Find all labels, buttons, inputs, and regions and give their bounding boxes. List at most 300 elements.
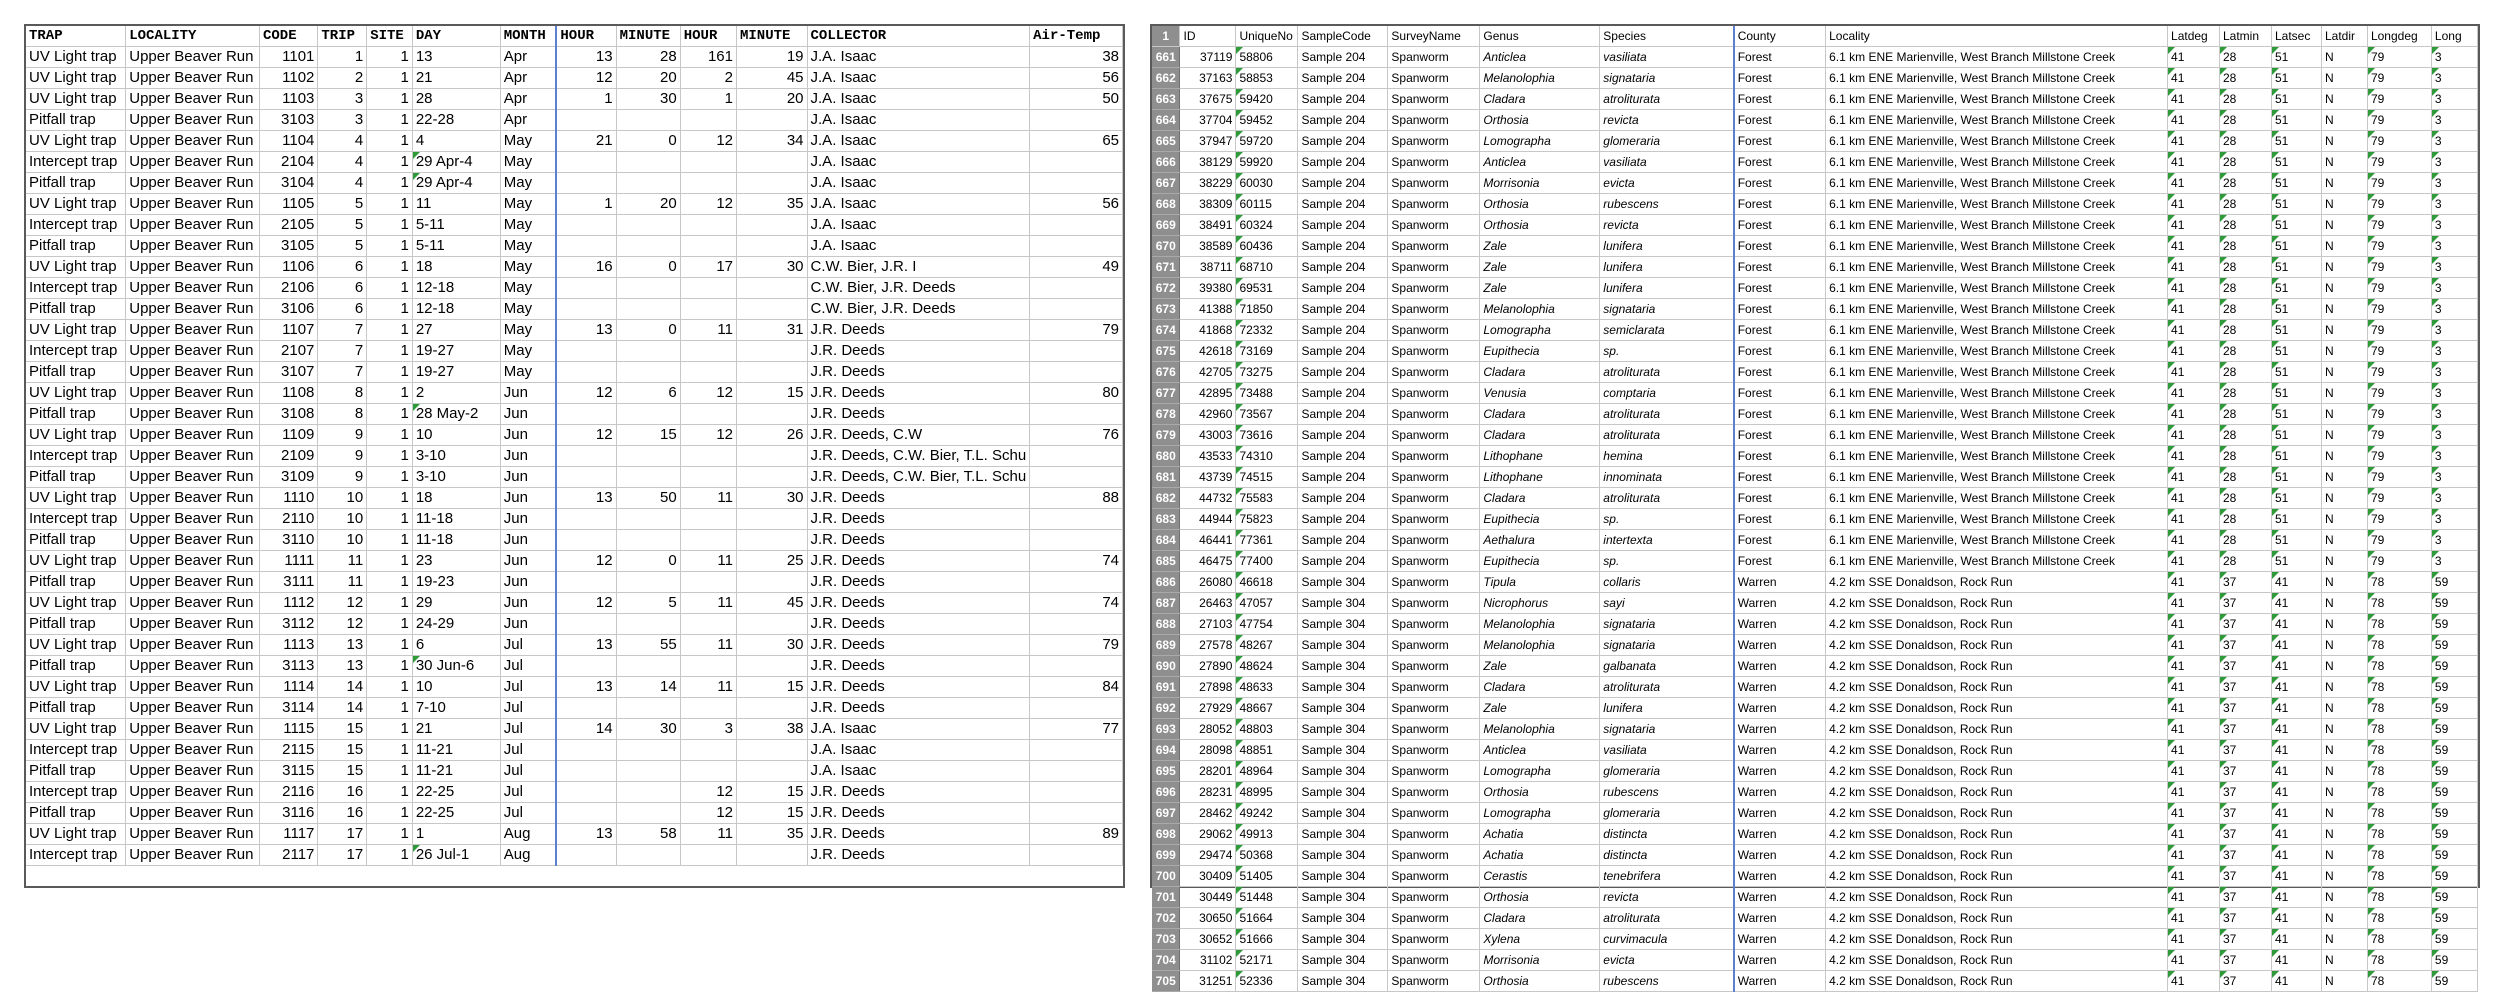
cell[interactable]: 12 (680, 425, 736, 446)
cell[interactable] (680, 362, 736, 383)
cell[interactable] (616, 803, 680, 824)
cell[interactable]: Forest (1734, 446, 1826, 467)
cell[interactable]: 31 (737, 320, 808, 341)
cell[interactable]: Jul (500, 719, 556, 740)
cell[interactable]: 28 (2220, 320, 2272, 341)
cell[interactable]: 41868 (1180, 320, 1236, 341)
column-header[interactable]: COLLECTOR (807, 26, 1030, 47)
cell[interactable]: 78 (2367, 845, 2431, 866)
cell[interactable]: 6.1 km ENE Marienville, West Branch Millstone Creek (1826, 257, 2168, 278)
cell[interactable]: J.A. Isaac (807, 236, 1030, 257)
cell[interactable]: 17 (318, 824, 367, 845)
cell[interactable]: Jun (500, 593, 556, 614)
cell[interactable]: 78 (2367, 572, 2431, 593)
cell[interactable]: 38129 (1180, 152, 1236, 173)
cell[interactable]: 12 (556, 68, 616, 89)
cell[interactable]: 2105 (260, 215, 318, 236)
cell[interactable]: N (2321, 467, 2367, 488)
cell[interactable]: 30 (616, 719, 680, 740)
cell[interactable]: 78 (2367, 593, 2431, 614)
cell[interactable] (1030, 803, 1123, 824)
cell[interactable]: C.W. Bier, J.R. Deeds (807, 299, 1030, 320)
cell[interactable] (556, 761, 616, 782)
cell[interactable]: 41 (2168, 236, 2220, 257)
cell[interactable]: Upper Beaver Run (126, 677, 260, 698)
cell[interactable]: 72332 (1236, 320, 1298, 341)
cell[interactable]: 12 (318, 593, 367, 614)
cell[interactable] (616, 278, 680, 299)
cell[interactable]: 59 (2431, 614, 2477, 635)
cell[interactable]: 79 (2367, 320, 2431, 341)
cell[interactable] (556, 509, 616, 530)
cell[interactable]: 3103 (260, 110, 318, 131)
cell[interactable] (737, 656, 808, 677)
cell[interactable]: 12 (556, 383, 616, 404)
cell[interactable]: 41 (2271, 614, 2321, 635)
cell[interactable]: Jun (500, 467, 556, 488)
cell[interactable]: 37 (2220, 761, 2272, 782)
cell[interactable]: 41 (2168, 551, 2220, 572)
cell[interactable]: 5 (318, 215, 367, 236)
cell[interactable]: 2115 (260, 740, 318, 761)
cell[interactable]: 3 (2431, 383, 2477, 404)
cell[interactable]: 52336 (1236, 971, 1298, 992)
cell[interactable]: 41 (2168, 803, 2220, 824)
cell[interactable]: 8 (318, 383, 367, 404)
cell[interactable] (737, 467, 808, 488)
cell[interactable]: J.A. Isaac (807, 89, 1030, 110)
cell[interactable]: 4 (318, 173, 367, 194)
column-header[interactable]: HOUR (680, 26, 736, 47)
cell[interactable] (556, 446, 616, 467)
cell[interactable]: N (2321, 173, 2367, 194)
cell[interactable]: 59 (2431, 929, 2477, 950)
cell[interactable]: 46441 (1180, 530, 1236, 551)
cell[interactable]: J.R. Deeds (807, 572, 1030, 593)
cell[interactable]: 58 (616, 824, 680, 845)
cell[interactable]: glomeraria (1600, 131, 1734, 152)
column-header[interactable]: County (1734, 26, 1826, 47)
cell[interactable]: Warren (1734, 719, 1826, 740)
cell[interactable]: Upper Beaver Run (126, 614, 260, 635)
cell[interactable]: 41 (2168, 509, 2220, 530)
column-header[interactable]: DAY (412, 26, 500, 47)
cell[interactable]: 1 (680, 89, 736, 110)
cell[interactable]: 41 (2168, 488, 2220, 509)
cell[interactable]: N (2321, 68, 2367, 89)
cell[interactable]: UV Light trap (26, 320, 126, 341)
cell[interactable]: Forest (1734, 425, 1826, 446)
cell[interactable]: 10 (318, 488, 367, 509)
cell[interactable]: Spanworm (1388, 257, 1480, 278)
cell[interactable]: Spanworm (1388, 782, 1480, 803)
cell[interactable] (1030, 782, 1123, 803)
cell[interactable]: 37 (2220, 782, 2272, 803)
cell[interactable] (616, 173, 680, 194)
cell[interactable]: 23 (412, 551, 500, 572)
cell[interactable]: 10 (412, 677, 500, 698)
cell[interactable]: Upper Beaver Run (126, 215, 260, 236)
cell[interactable]: Upper Beaver Run (126, 404, 260, 425)
cell[interactable]: Sample 304 (1298, 824, 1388, 845)
cell[interactable]: Melanolophia (1480, 68, 1600, 89)
cell[interactable]: 79 (1030, 635, 1123, 656)
row-number[interactable]: 669 (1152, 215, 1180, 236)
cell[interactable]: 2110 (260, 509, 318, 530)
cell[interactable] (1030, 236, 1123, 257)
cell[interactable]: Warren (1734, 677, 1826, 698)
cell[interactable]: 41 (2168, 530, 2220, 551)
cell[interactable]: Warren (1734, 929, 1826, 950)
cell[interactable]: 7 (318, 341, 367, 362)
cell[interactable]: 28 (2220, 68, 2272, 89)
cell[interactable] (680, 614, 736, 635)
cell[interactable]: Upper Beaver Run (126, 656, 260, 677)
cell[interactable]: 79 (2367, 488, 2431, 509)
cell[interactable]: Sample 304 (1298, 740, 1388, 761)
cell[interactable]: Warren (1734, 635, 1826, 656)
cell[interactable]: 78 (2367, 866, 2431, 887)
cell[interactable]: 4 (318, 131, 367, 152)
cell[interactable] (616, 404, 680, 425)
cell[interactable]: 2 (318, 68, 367, 89)
cell[interactable]: revicta (1600, 215, 1734, 236)
cell[interactable]: 3 (2431, 425, 2477, 446)
cell[interactable]: 4.2 km SSE Donaldson, Rock Run (1826, 761, 2168, 782)
cell[interactable]: 78 (2367, 656, 2431, 677)
cell[interactable]: Forest (1734, 131, 1826, 152)
cell[interactable]: 37 (2220, 929, 2272, 950)
cell[interactable]: Spanworm (1388, 656, 1480, 677)
cell[interactable]: 16 (318, 803, 367, 824)
cell[interactable]: N (2321, 341, 2367, 362)
cell[interactable]: 51 (2271, 194, 2321, 215)
cell[interactable]: 48633 (1236, 677, 1298, 698)
cell[interactable]: 52171 (1236, 950, 1298, 971)
cell[interactable]: 4.2 km SSE Donaldson, Rock Run (1826, 887, 2168, 908)
cell[interactable]: N (2321, 572, 2367, 593)
cell[interactable]: 13 (556, 677, 616, 698)
column-header[interactable]: Locality (1826, 26, 2168, 47)
cell[interactable]: 38589 (1180, 236, 1236, 257)
cell[interactable]: N (2321, 446, 2367, 467)
cell[interactable]: 56 (1030, 194, 1123, 215)
cell[interactable]: Spanworm (1388, 551, 1480, 572)
cell[interactable]: Forest (1734, 152, 1826, 173)
cell[interactable]: 2116 (260, 782, 318, 803)
cell[interactable]: Spanworm (1388, 908, 1480, 929)
cell[interactable]: 51 (2271, 488, 2321, 509)
cell[interactable]: 74310 (1236, 446, 1298, 467)
cell[interactable]: Forest (1734, 299, 1826, 320)
cell[interactable]: 6.1 km ENE Marienville, West Branch Millstone Creek (1826, 530, 2168, 551)
cell[interactable]: 3 (2431, 152, 2477, 173)
cell[interactable]: 79 (2367, 425, 2431, 446)
cell[interactable]: 41 (2271, 971, 2321, 992)
cell[interactable]: Sample 304 (1298, 761, 1388, 782)
cell[interactable]: 4.2 km SSE Donaldson, Rock Run (1826, 866, 2168, 887)
cell[interactable]: Sample 304 (1298, 866, 1388, 887)
cell[interactable]: 27578 (1180, 635, 1236, 656)
cell[interactable]: 19-27 (412, 341, 500, 362)
cell[interactable]: atroliturata (1600, 404, 1734, 425)
cell[interactable]: J.R. Deeds (807, 698, 1030, 719)
cell[interactable] (616, 656, 680, 677)
column-header[interactable]: Latmin (2220, 26, 2272, 47)
cell[interactable]: UV Light trap (26, 488, 126, 509)
cell[interactable]: intertexta (1600, 530, 1734, 551)
cell[interactable]: 41 (2168, 68, 2220, 89)
cell[interactable]: N (2321, 929, 2367, 950)
cell[interactable] (680, 509, 736, 530)
cell[interactable]: Pitfall trap (26, 110, 126, 131)
column-header[interactable]: LOCALITY (126, 26, 260, 47)
cell[interactable]: UV Light trap (26, 194, 126, 215)
row-number[interactable]: 703 (1152, 929, 1180, 950)
cell[interactable]: glomeraria (1600, 761, 1734, 782)
cell[interactable]: Upper Beaver Run (126, 299, 260, 320)
cell[interactable]: May (500, 299, 556, 320)
row-number[interactable]: 691 (1152, 677, 1180, 698)
cell[interactable]: 12 (556, 593, 616, 614)
cell[interactable]: 28 (2220, 194, 2272, 215)
cell[interactable] (680, 530, 736, 551)
cell[interactable]: 14 (556, 719, 616, 740)
cell[interactable] (680, 236, 736, 257)
row-number[interactable]: 697 (1152, 803, 1180, 824)
column-header[interactable]: ID (1180, 26, 1236, 47)
cell[interactable]: Spanworm (1388, 110, 1480, 131)
cell[interactable]: Forest (1734, 194, 1826, 215)
cell[interactable]: Orthosia (1480, 215, 1600, 236)
cell[interactable]: N (2321, 761, 2367, 782)
cell[interactable]: J.R. Deeds (807, 341, 1030, 362)
cell[interactable]: 3106 (260, 299, 318, 320)
cell[interactable]: Orthosia (1480, 887, 1600, 908)
cell[interactable]: 59 (2431, 698, 2477, 719)
cell[interactable]: evicta (1600, 950, 1734, 971)
cell[interactable]: 37704 (1180, 110, 1236, 131)
cell[interactable] (737, 572, 808, 593)
cell[interactable]: Sample 204 (1298, 299, 1388, 320)
cell[interactable]: 28201 (1180, 761, 1236, 782)
cell[interactable]: May (500, 131, 556, 152)
cell[interactable] (1030, 656, 1123, 677)
row-number[interactable]: 665 (1152, 131, 1180, 152)
cell[interactable]: Intercept trap (26, 152, 126, 173)
cell[interactable]: N (2321, 215, 2367, 236)
cell[interactable]: 74 (1030, 551, 1123, 572)
cell[interactable]: 41 (2168, 299, 2220, 320)
cell[interactable]: Spanworm (1388, 362, 1480, 383)
cell[interactable]: 79 (2367, 278, 2431, 299)
cell[interactable]: 1113 (260, 635, 318, 656)
cell[interactable]: Spanworm (1388, 194, 1480, 215)
cell[interactable]: N (2321, 47, 2367, 68)
cell[interactable]: collaris (1600, 572, 1734, 593)
cell[interactable]: Apr (500, 110, 556, 131)
cell[interactable]: 2107 (260, 341, 318, 362)
cell[interactable]: Warren (1734, 971, 1826, 992)
cell[interactable] (680, 761, 736, 782)
cell[interactable]: Warren (1734, 740, 1826, 761)
cell[interactable]: 37 (2220, 635, 2272, 656)
row-number[interactable]: 676 (1152, 362, 1180, 383)
cell[interactable]: Zale (1480, 257, 1600, 278)
cell[interactable]: 28 (2220, 257, 2272, 278)
cell[interactable]: 48624 (1236, 656, 1298, 677)
cell[interactable]: 41 (2168, 740, 2220, 761)
cell[interactable]: Forest (1734, 257, 1826, 278)
cell[interactable]: 13 (318, 656, 367, 677)
cell[interactable]: Spanworm (1388, 887, 1480, 908)
cell[interactable]: 7 (318, 320, 367, 341)
cell[interactable]: J.R. Deeds (807, 635, 1030, 656)
cell[interactable]: atroliturata (1600, 425, 1734, 446)
cell[interactable]: Forest (1734, 509, 1826, 530)
cell[interactable]: N (2321, 110, 2367, 131)
cell[interactable]: 11-21 (412, 740, 500, 761)
cell[interactable]: 28 (2220, 89, 2272, 110)
cell[interactable]: 6.1 km ENE Marienville, West Branch Millstone Creek (1826, 341, 2168, 362)
cell[interactable] (1030, 614, 1123, 635)
cell[interactable]: 51 (2271, 299, 2321, 320)
cell[interactable]: 37 (2220, 908, 2272, 929)
cell[interactable] (737, 341, 808, 362)
cell[interactable]: rubescens (1600, 971, 1734, 992)
cell[interactable]: N (2321, 614, 2367, 635)
cell[interactable]: 42960 (1180, 404, 1236, 425)
cell[interactable]: 30 Jun-6 (412, 656, 500, 677)
cell[interactable]: Upper Beaver Run (126, 341, 260, 362)
cell[interactable]: Nicrophorus (1480, 593, 1600, 614)
row-number[interactable]: 687 (1152, 593, 1180, 614)
cell[interactable]: Sample 304 (1298, 572, 1388, 593)
cell[interactable]: Sample 304 (1298, 635, 1388, 656)
cell[interactable]: signataria (1600, 68, 1734, 89)
cell[interactable]: 8 (318, 404, 367, 425)
cell[interactable]: Upper Beaver Run (126, 698, 260, 719)
cell[interactable]: 11 (680, 593, 736, 614)
row-number[interactable]: 682 (1152, 488, 1180, 509)
cell[interactable]: 3 (2431, 551, 2477, 572)
cell[interactable]: J.R. Deeds (807, 488, 1030, 509)
cell[interactable]: 30449 (1180, 887, 1236, 908)
cell[interactable]: Forest (1734, 89, 1826, 110)
cell[interactable]: 79 (2367, 47, 2431, 68)
cell[interactable]: 1111 (260, 551, 318, 572)
cell[interactable]: 6 (318, 278, 367, 299)
cell[interactable]: Forest (1734, 362, 1826, 383)
cell[interactable]: Orthosia (1480, 782, 1600, 803)
cell[interactable]: Upper Beaver Run (126, 761, 260, 782)
cell[interactable] (680, 110, 736, 131)
cell[interactable]: Pitfall trap (26, 236, 126, 257)
cell[interactable]: Anticlea (1480, 152, 1600, 173)
cell[interactable]: 11 (680, 824, 736, 845)
cell[interactable]: Spanworm (1388, 488, 1480, 509)
cell[interactable]: Pitfall trap (26, 530, 126, 551)
cell[interactable] (556, 698, 616, 719)
cell[interactable]: 37 (2220, 614, 2272, 635)
cell[interactable]: 3 (318, 110, 367, 131)
cell[interactable]: Jul (500, 740, 556, 761)
cell[interactable]: N (2321, 89, 2367, 110)
cell[interactable]: 41388 (1180, 299, 1236, 320)
cell[interactable]: 41 (2271, 761, 2321, 782)
cell[interactable]: 1 (367, 131, 413, 152)
row-number[interactable]: 686 (1152, 572, 1180, 593)
cell[interactable]: 79 (2367, 215, 2431, 236)
cell[interactable]: 17 (318, 845, 367, 866)
cell[interactable]: 6 (412, 635, 500, 656)
cell[interactable]: 41 (2168, 719, 2220, 740)
cell[interactable]: 41 (2168, 761, 2220, 782)
cell[interactable] (1030, 278, 1123, 299)
row-number[interactable]: 668 (1152, 194, 1180, 215)
cell[interactable]: 28 (2220, 47, 2272, 68)
cell[interactable]: 48667 (1236, 698, 1298, 719)
cell[interactable]: 26 Jul-1 (412, 845, 500, 866)
cell[interactable]: Zale (1480, 656, 1600, 677)
cell[interactable]: UV Light trap (26, 824, 126, 845)
cell[interactable]: 19-23 (412, 572, 500, 593)
cell[interactable] (616, 845, 680, 866)
cell[interactable]: 37 (2220, 719, 2272, 740)
cell[interactable]: 1 (367, 320, 413, 341)
cell[interactable]: rubescens (1600, 782, 1734, 803)
cell[interactable]: N (2321, 971, 2367, 992)
cell[interactable]: Upper Beaver Run (126, 89, 260, 110)
cell[interactable]: 7 (318, 362, 367, 383)
row-number[interactable]: 664 (1152, 110, 1180, 131)
select-all-corner[interactable]: 1 (1152, 26, 1180, 47)
cell[interactable]: 78 (2367, 971, 2431, 992)
cell[interactable]: Upper Beaver Run (126, 740, 260, 761)
cell[interactable]: 1 (367, 446, 413, 467)
cell[interactable]: 37163 (1180, 68, 1236, 89)
cell[interactable]: 3 (2431, 320, 2477, 341)
cell[interactable]: 27 (412, 320, 500, 341)
cell[interactable]: 12 (680, 194, 736, 215)
cell[interactable]: UV Light trap (26, 131, 126, 152)
cell[interactable]: N (2321, 635, 2367, 656)
cell[interactable]: 1 (367, 152, 413, 173)
cell[interactable]: Melanolophia (1480, 635, 1600, 656)
column-header[interactable]: Latdeg (2168, 26, 2220, 47)
cell[interactable]: 1 (367, 467, 413, 488)
cell[interactable]: 1 (367, 761, 413, 782)
cell[interactable]: N (2321, 131, 2367, 152)
cell[interactable]: Warren (1734, 950, 1826, 971)
cell[interactable]: 59 (2431, 866, 2477, 887)
cell[interactable]: 1 (367, 299, 413, 320)
cell[interactable]: N (2321, 362, 2367, 383)
cell[interactable]: Warren (1734, 593, 1826, 614)
cell[interactable] (616, 698, 680, 719)
cell[interactable]: 37119 (1180, 47, 1236, 68)
cell[interactable]: Aug (500, 845, 556, 866)
cell[interactable]: 24-29 (412, 614, 500, 635)
row-number[interactable]: 704 (1152, 950, 1180, 971)
cell[interactable]: N (2321, 488, 2367, 509)
cell[interactable]: N (2321, 824, 2367, 845)
cell[interactable]: J.R. Deeds (807, 782, 1030, 803)
cell[interactable]: 3 (680, 719, 736, 740)
cell[interactable]: 51666 (1236, 929, 1298, 950)
cell[interactable]: J.R. Deeds (807, 362, 1030, 383)
cell[interactable] (737, 299, 808, 320)
